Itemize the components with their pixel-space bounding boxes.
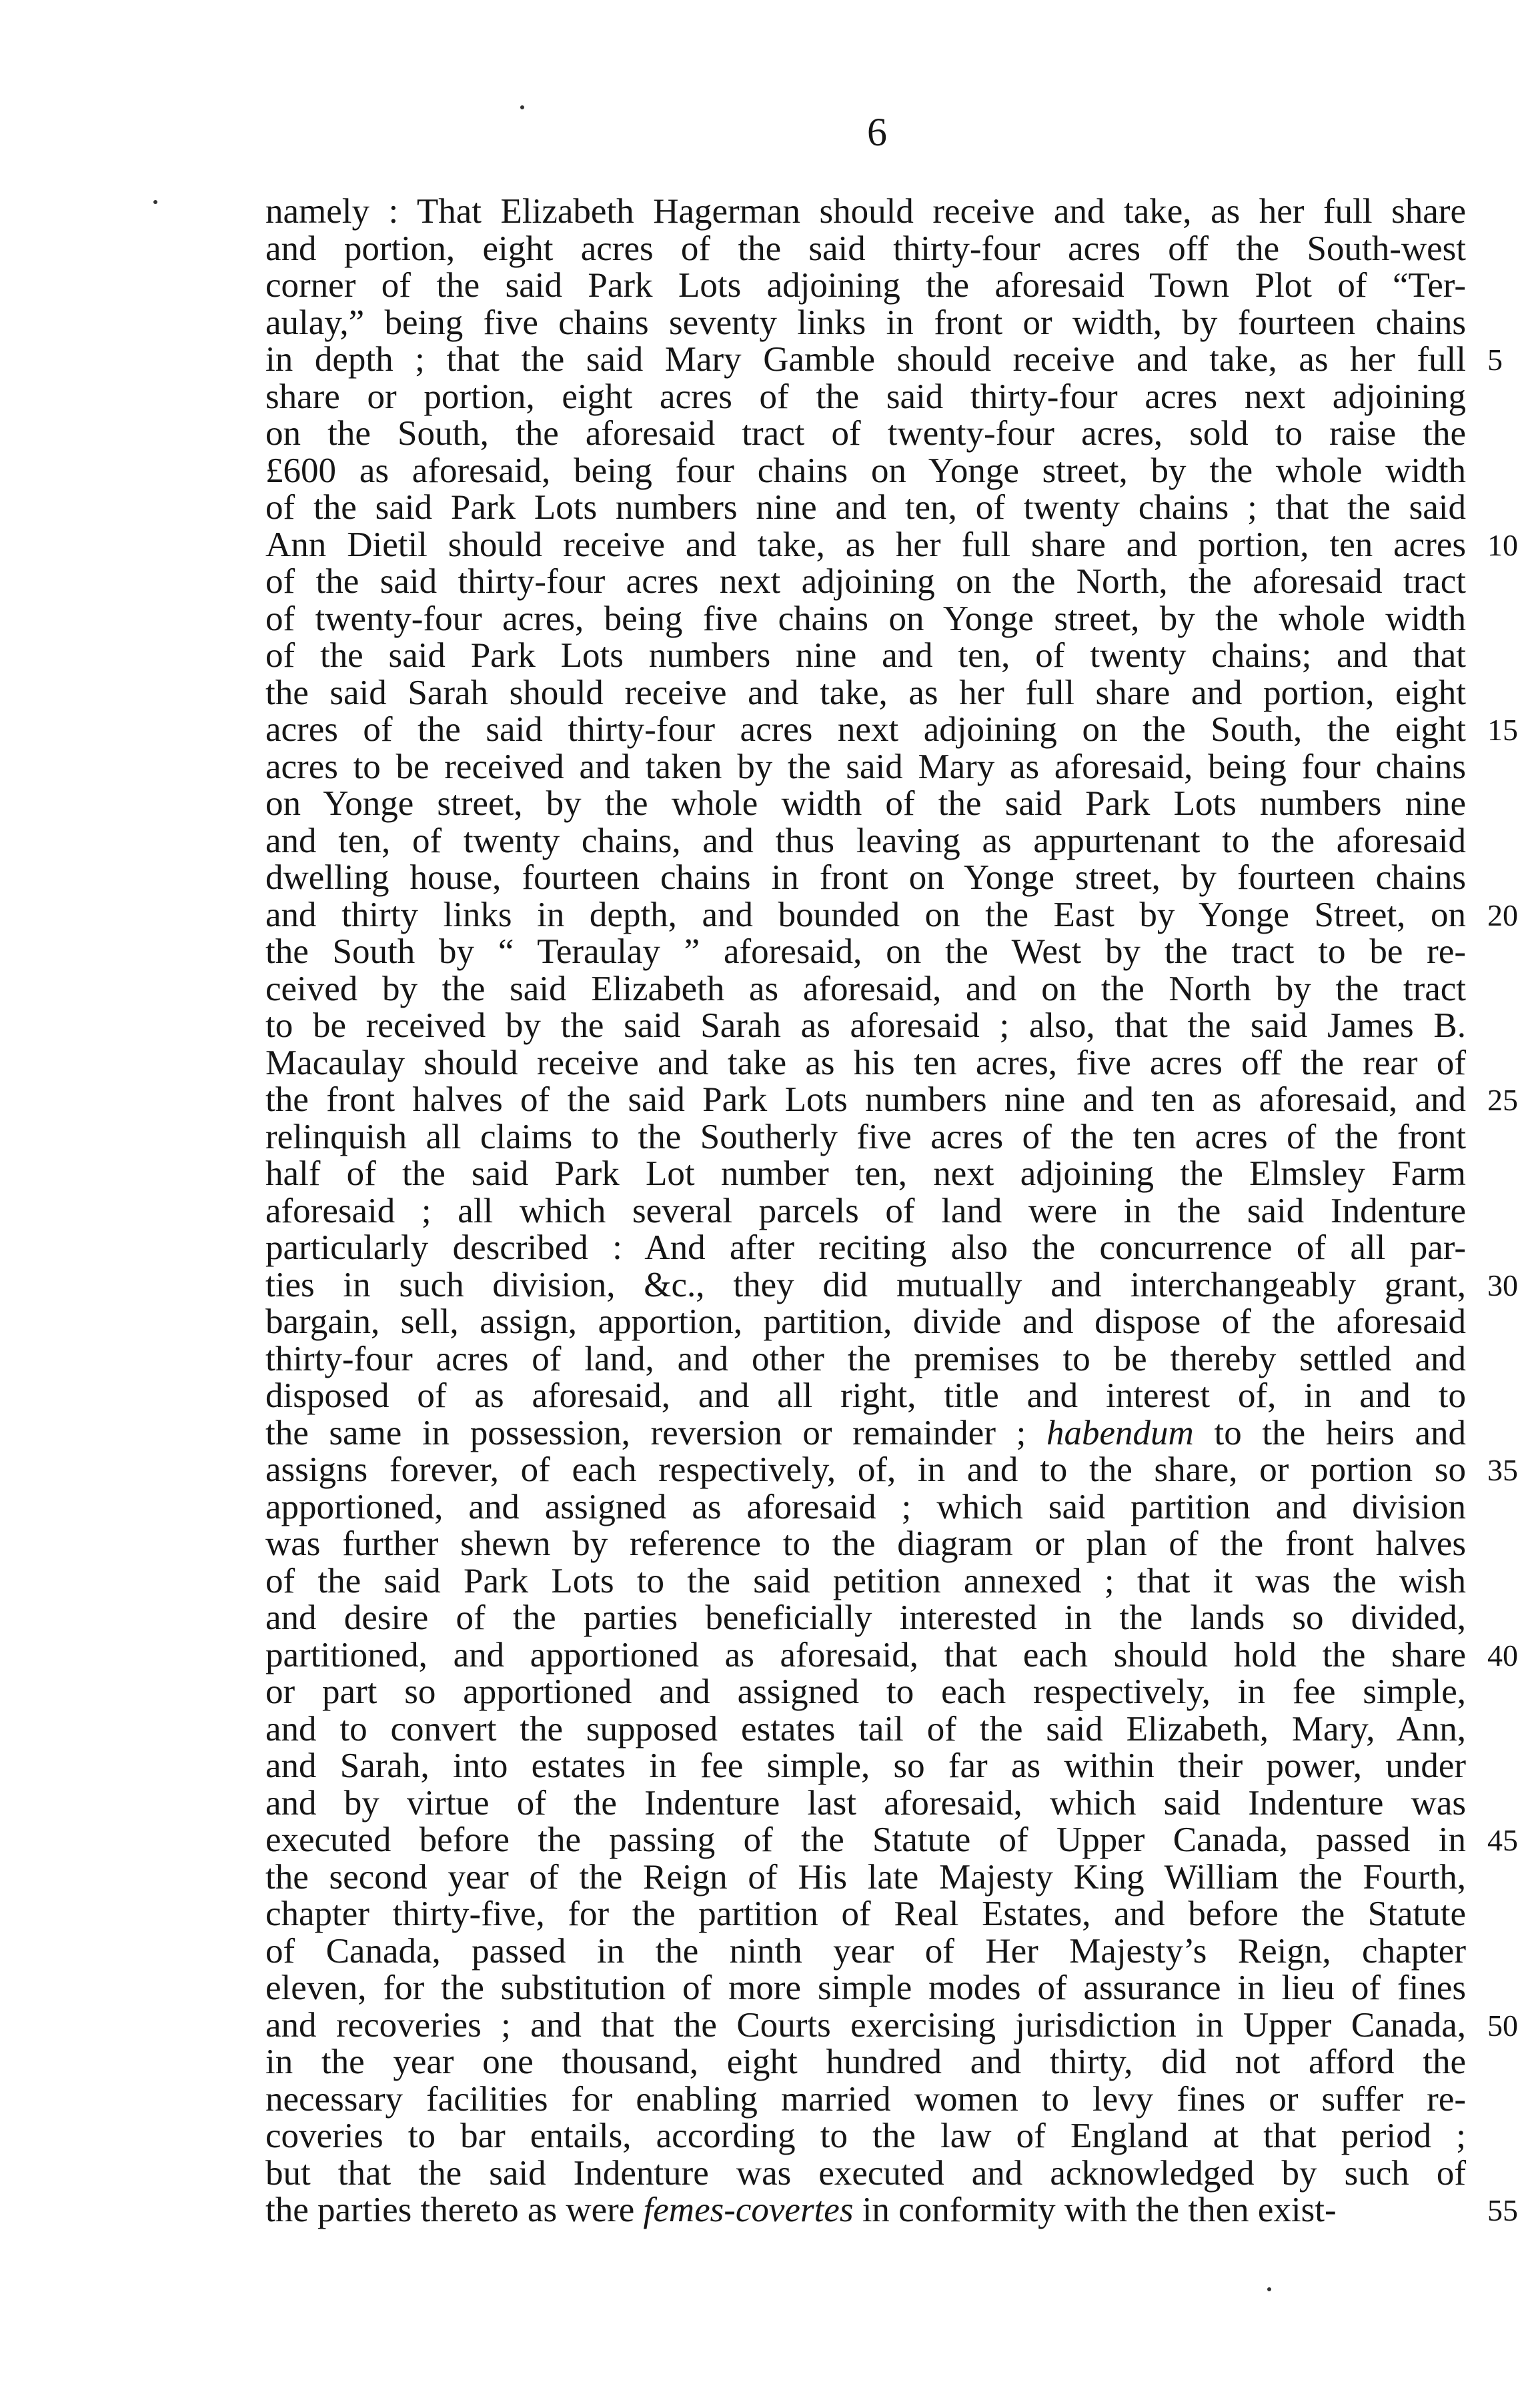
text-line: the front halves of the said Park Lots numbers nine and ten as aforesaid, and 25 [265,1080,1518,1119]
line-number: 30 [1487,1268,1518,1302]
text-line: aulay,” being five chains seventy links in front or width, by fourteen chains [265,303,1466,342]
text-line: partitioned, and apportioned as aforesaid, that each should hold the share 40 [265,1635,1518,1674]
text-line: was further shewn by reference to the diagram or plan of the front halves [265,1524,1466,1563]
text-line: but that the said Indenture was executed and acknowledged by such of [265,2153,1466,2193]
text-line: £600 as aforesaid, being four chains on Yonge street, by the whole width [265,451,1466,490]
text-line: ties in such division, &c., they did mutually and interchangeably grant, 30 [265,1265,1518,1304]
text-line: eleven, for the substitution of more simple modes of assurance in lieu of fines [265,1969,1466,2007]
text-line: of twenty-four acres, being five chains on Yonge street, by the whole width [265,599,1466,638]
line-number: 20 [1487,898,1518,932]
line-number: 40 [1487,1638,1518,1672]
text-line: the parties thereto as were femes-covertes in conformity with the then exist- 55 [265,2191,1518,2229]
line-number: 50 [1487,2008,1518,2043]
text-line: and ten, of twenty chains, and thus leaving as appurtenant to the aforesaid [265,821,1466,860]
text-line: on Yonge street, by the whole width of the said Park Lots numbers nine [265,784,1466,823]
text-line: relinquish all claims to the Southerly five acres of the ten acres of the front [265,1117,1466,1156]
text-line: particularly described : And after reciting also the concurrence of all par- [265,1228,1466,1267]
text-line: and to convert the supposed estates tail of the said Elizabeth, Mary, Ann, [265,1709,1466,1748]
text-line: bargain, sell, assign, apportion, partition, divide and dispose of the aforesaid [265,1302,1466,1341]
text-line: of the said thirty-four acres next adjoining on the North, the aforesaid tract [265,562,1466,601]
text-line: the same in possession, reversion or remainder ; habendum to the heirs and [265,1413,1466,1452]
text-line: in depth ; that the said Mary Gamble should receive and take, as her full 5 [265,340,1503,379]
print-speck [153,200,157,204]
text-line: of the said Park Lots to the said petition annexed ; that it was the wish [265,1561,1466,1600]
text-line: Macaulay should receive and take as his ten acres, five acres off the rear of [265,1043,1466,1082]
line-number: 25 [1487,1083,1518,1117]
body-text [265,192,1518,2229]
text-line: coveries to bar entails, according to the law of England at that period ; [265,2117,1466,2155]
text-line: and by virtue of the Indenture last aforesaid, which said Indenture was [265,1783,1466,1823]
text-line: of the said Park Lots numbers nine and ten, of twenty chains; and that [265,636,1466,675]
text-line: dwelling house, fourteen chains in front on Yonge street, by fourteen chains [265,858,1466,897]
text-line: thirty-four acres of land, and other the premises to be thereby settled and [265,1339,1466,1378]
text-line: or part so apportioned and assigned to each respectively, in fee simple, [265,1672,1466,1711]
text-line: the South by “ Teraulay ” aforesaid, on the West by the tract to be re- [265,932,1466,971]
print-speck [520,105,524,109]
text-line: and Sarah, into estates in fee simple, so far as within their power, under [265,1746,1466,1785]
text-line: of the said Park Lots numbers nine and ten, of twenty chains ; that the said [265,488,1466,527]
text-line: and recoveries ; and that the Courts exercising jurisdiction in Upper Canada, 50 [265,2005,1518,2045]
text-line: and portion, eight acres of the said thirty-four acres off the South-west [265,229,1466,268]
text-line: to be received by the said Sarah as aforesaid ; also, that the said James B. [265,1006,1466,1045]
line-number: 5 [1487,343,1503,377]
text-line: the second year of the Reign of His late Majesty King William the Fourth, [265,1857,1466,1897]
text-line: and thirty links in depth, and bounded on the East by Yonge Street, on 20 [265,895,1518,934]
text-line: share or portion, eight acres of the said thirty-four acres next adjoining [265,377,1466,416]
text-line: chapter thirty-five, for the partition of Real Estates, and before the Statute [265,1895,1466,1933]
text-line: namely : That Elizabeth Hagerman should receive and take, as her full share [265,192,1466,231]
print-speck [1267,2287,1271,2291]
text-line: corner of the said Park Lots adjoining the aforesaid Town Plot of “Ter- [265,266,1466,305]
text-line: apportioned, and assigned as aforesaid ; which said partition and division [265,1487,1466,1526]
line-number: 55 [1487,2193,1518,2227]
text-line: half of the said Park Lot number ten, next adjoining the Elmsley Farm [265,1154,1466,1193]
text-line: acres of the said thirty-four acres next adjoining on the South, the eight 15 [265,710,1518,749]
line-number: 35 [1487,1453,1518,1487]
text-line: acres to be received and taken by the said Mary as aforesaid, being four chains [265,747,1466,786]
line-number: 10 [1487,527,1518,562]
text-line: Ann Dietil should receive and take, as her full share and portion, ten acres 10 [265,525,1518,564]
text-line: the said Sarah should receive and take, as her full share and portion, eight [265,673,1466,712]
text-line: necessary facilities for enabling married women to levy fines or suffer re- [265,2079,1466,2119]
page-number: 6 [867,110,887,154]
text-line: disposed of as aforesaid, and all right, title and interest of, in and to [265,1376,1466,1415]
text-line: aforesaid ; all which several parcels of land were in the said Indenture [265,1191,1466,1230]
text-line: ceived by the said Elizabeth as aforesaid, and on the North by the tract [265,969,1466,1008]
line-number: 15 [1487,713,1518,747]
line-number: 45 [1487,1823,1518,1857]
text-line: assigns forever, of each respectively, of, in and to the share, or portion so 35 [265,1450,1518,1489]
text-line: of Canada, passed in the ninth year of Her Majesty’s Reign, chapter [265,1931,1466,1971]
text-line: and desire of the parties beneficially interested in the lands so divided, [265,1598,1466,1637]
text-line: executed before the passing of the Statute of Upper Canada, passed in 45 [265,1821,1518,1859]
text-line: on the South, the aforesaid tract of twenty-four acres, sold to raise the [265,414,1466,453]
text-line: in the year one thousand, eight hundred and thirty, did not afford the [265,2043,1466,2081]
